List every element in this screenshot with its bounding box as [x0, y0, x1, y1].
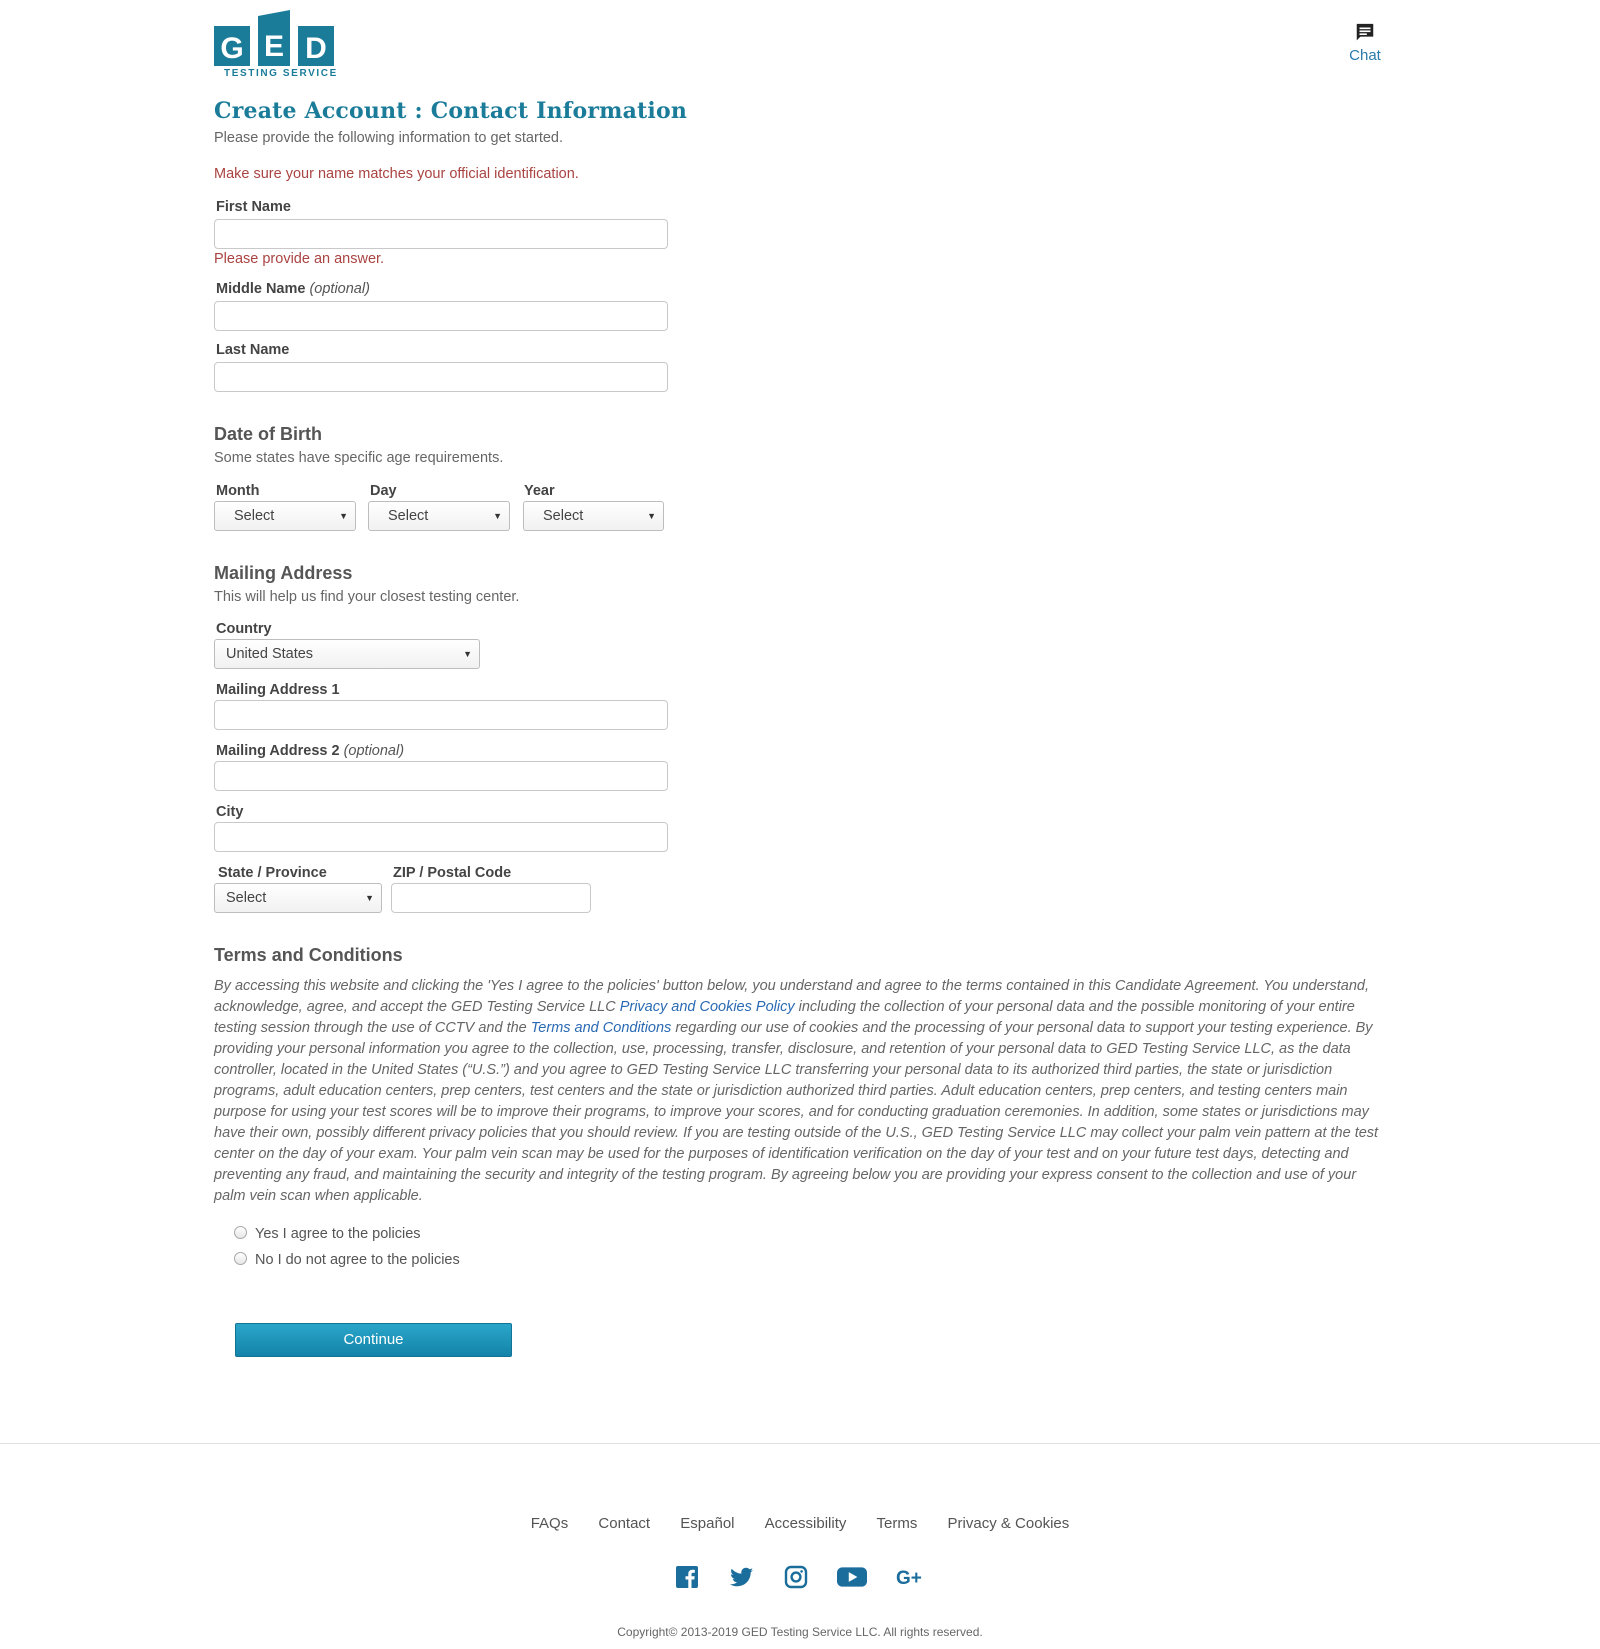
logo-subtitle: TESTING SERVICE: [224, 68, 338, 79]
last-name-input[interactable]: [214, 362, 668, 392]
dob-heading: Date of Birth: [214, 424, 322, 444]
zip-input[interactable]: [391, 883, 591, 913]
first-name-label: First Name: [216, 199, 291, 215]
youtube-icon[interactable]: [837, 1565, 867, 1589]
disagree-radio-option[interactable]: [234, 1252, 460, 1268]
country-select-value: United States: [226, 646, 314, 662]
address2-label-text: Mailing Address 2: [216, 743, 340, 759]
google-plus-icon[interactable]: [896, 1565, 926, 1589]
optional-tag: (optional): [343, 743, 405, 759]
middle-name-label-text: Middle Name: [216, 281, 306, 297]
address-subtitle: This will help us find your closest testing center.: [214, 589, 520, 605]
svg-text:E: E: [263, 30, 285, 63]
footer-link-faqs[interactable]: FAQs: [530, 1515, 569, 1532]
terms-text-part-1: By accessing this website and clicking the 'Yes I agree to the policies' button below, you understand and agree to the terms contained in this Candidate Agreement. You understand, acknowledge, agree, and accept the GED Testing Service LLC: [214, 978, 1369, 1015]
month-select[interactable]: [214, 501, 356, 531]
first-name-error: Please provide an answer.: [214, 251, 385, 267]
footer-link-accessibility[interactable]: Accessibility: [764, 1515, 847, 1532]
year-select[interactable]: [523, 501, 664, 531]
last-name-label: Last Name: [216, 342, 290, 358]
name-warning: Make sure your name matches your official identification.: [214, 166, 579, 182]
address2-label: [216, 743, 404, 759]
dob-subtitle: Some states have specific age requirements.: [214, 450, 504, 466]
chat-icon: [1354, 22, 1376, 44]
footer-divider: [0, 1443, 1600, 1444]
terms-heading: Terms and Conditions: [214, 945, 403, 965]
privacy-policy-link[interactable]: Privacy and Cookies Policy: [619, 999, 795, 1015]
state-select[interactable]: [214, 883, 382, 913]
terms-text: [214, 976, 1384, 1207]
city-input[interactable]: [214, 822, 668, 852]
year-label: Year: [524, 483, 555, 499]
country-select[interactable]: [214, 639, 480, 669]
middle-name-input[interactable]: [214, 301, 668, 331]
agree-radio-option[interactable]: [234, 1226, 421, 1242]
svg-text:G: G: [220, 32, 244, 65]
zip-label: ZIP / Postal Code: [393, 865, 512, 881]
chevron-down-icon: ▼: [647, 511, 656, 521]
chevron-down-icon: ▼: [365, 893, 374, 903]
chat-label: Chat: [1349, 47, 1381, 64]
state-select-value: Select: [226, 890, 267, 906]
first-name-input[interactable]: [214, 219, 668, 249]
disagree-radio[interactable]: [234, 1252, 247, 1265]
page-title: Create Account : Contact Information: [214, 98, 688, 124]
social-links: [0, 1565, 1600, 1589]
footer-links: [0, 1515, 1600, 1532]
address1-label: Mailing Address 1: [216, 682, 340, 698]
agree-radio[interactable]: [234, 1226, 247, 1239]
agree-label: Yes I agree to the policies: [255, 1226, 421, 1242]
address1-input[interactable]: [214, 700, 668, 730]
ged-logo-mark: [214, 10, 338, 68]
facebook-icon[interactable]: [674, 1565, 700, 1589]
ged-logo[interactable]: [214, 10, 338, 82]
country-label: Country: [216, 621, 272, 637]
state-label: State / Province: [218, 865, 327, 881]
terms-text-part-2: including the collection of your personal data and the possible monitoring of your entire testing session through the use of CCTV and the: [214, 999, 1355, 1036]
intro-text: Please provide the following information to get started.: [214, 130, 564, 146]
footer-link-privacy[interactable]: Privacy & Cookies: [947, 1515, 1070, 1532]
chevron-down-icon: ▼: [463, 649, 472, 659]
copyright: Copyright© 2013-2019 GED Testing Service LLC. All rights reserved.: [617, 1625, 983, 1639]
footer-link-contact[interactable]: Contact: [598, 1515, 651, 1532]
instagram-icon[interactable]: [783, 1565, 809, 1589]
day-label: Day: [370, 483, 397, 499]
svg-text:D: D: [305, 32, 327, 65]
footer-link-terms[interactable]: Terms: [876, 1515, 918, 1532]
address2-input[interactable]: [214, 761, 668, 791]
twitter-icon[interactable]: [729, 1565, 755, 1589]
day-select[interactable]: [368, 501, 510, 531]
chat-button[interactable]: [1340, 22, 1390, 65]
chevron-down-icon: ▼: [339, 511, 348, 521]
footer-link-espanol[interactable]: Español: [680, 1515, 735, 1532]
middle-name-label: [216, 281, 370, 297]
terms-conditions-link[interactable]: Terms and Conditions: [530, 1020, 672, 1036]
continue-button[interactable]: Continue: [235, 1323, 512, 1357]
svg-text:G+: G+: [895, 1568, 922, 1589]
day-select-value: Select: [388, 508, 429, 524]
chevron-down-icon: ▼: [493, 511, 502, 521]
optional-tag: (optional): [309, 281, 370, 297]
disagree-label: No I do not agree to the policies: [255, 1252, 460, 1268]
terms-text-part-3: regarding our use of cookies and the processing of your personal data to support your testing experience. By providing your personal information you agree to the collection, use, processing, transfer, disclosure, and retention of your personal data to GED Testing Service LLC, as the data controller, located in the United States (“U.S.”) and you agree to GED Testing Service LLC transferring your personal data to its authorized third parties, the state or jurisdiction programs, adult education centers, prep centers, test centers and the state or jurisdiction authorized third parties. Adult education centers, prep centers, and testing centers main purpose for using your test scores will be to improve their programs, to improve your scores, and for conducting graduation ceremonies. In addition, some states or jurisdictions may have their own, possibly different privacy policies that you should review. If you are testing outside of the U.S., GED Testing Service LLC may collect your palm vein pattern at the test center on the day of your exam. Your palm vein scan may be used for the purposes of identification verification on the day of your test and on your future test days, detecting and preventing any fraud, and maintaining the security and integrity of the testing program. By agreeing below you are providing your express consent to the collection and use of your palm vein scan when applicable.: [214, 1020, 1379, 1204]
month-select-value: Select: [234, 508, 275, 524]
month-label: Month: [216, 483, 260, 499]
city-label: City: [216, 804, 244, 820]
year-select-value: Select: [543, 508, 584, 524]
address-heading: Mailing Address: [214, 563, 353, 583]
